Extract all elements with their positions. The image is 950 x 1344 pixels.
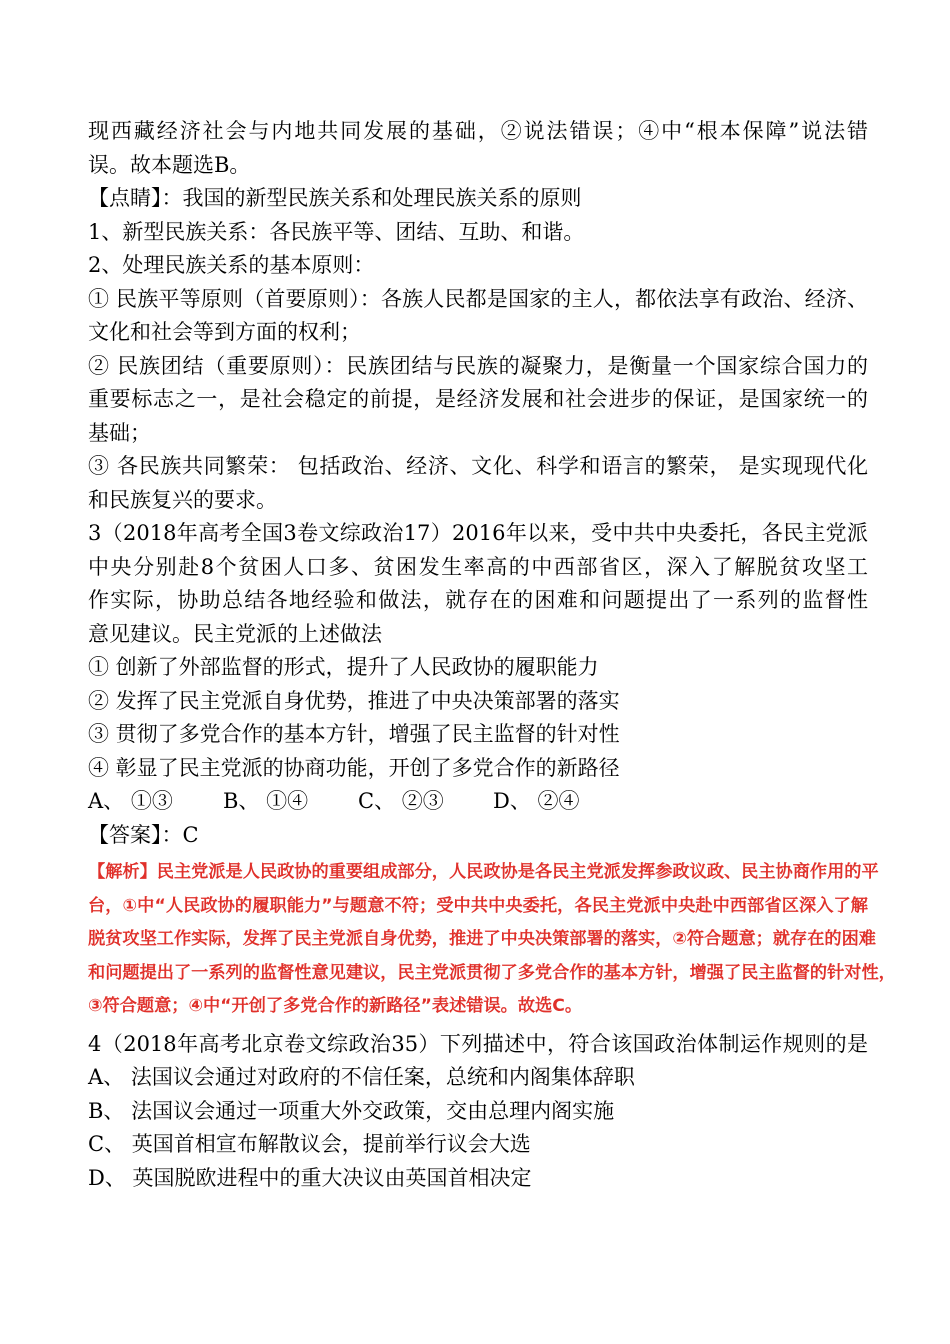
analysis-line: 脱贫攻坚工作实际，发挥了民主党派自身优势，推进了中央决策部署的落实，②符合题意；就存在的困难 <box>88 929 876 949</box>
question-4-option: B、 法国议会通过一项重大外交政策，交由总理内阁实施 <box>88 1098 615 1123</box>
text-line: ① 民族平等原则（首要原则）：各族人民都是国家的主人，都依法享有政治、经济、 <box>88 286 868 311</box>
document-body <box>88 115 896 1195</box>
text-line: 基础； <box>88 420 151 445</box>
analysis-line: 【解析】民主党派是人民政协的重要组成部分，人民政协是各民主党派发挥参政议政、民主协商作用的平 <box>88 862 879 882</box>
question-4-option: C、 英国首相宣布解散议会，提前举行议会大选 <box>88 1132 531 1156</box>
option-d: D、 ②④ <box>493 789 580 813</box>
statement-item: ① 创新了外部监督的形式，提升了人民政协的履职能力 <box>88 655 599 679</box>
text-line: 重要标志之一，是社会稳定的前提，是经济发展和社会进步的保证，是国家统一的 <box>88 387 868 411</box>
text-line: 误。故本题选B。 <box>88 152 251 177</box>
question-3-stem: 作实际，协助总结各地经验和做法，就存在的困难和问题提出了一系列的监督性 <box>88 588 868 612</box>
text-line: ② 民族团结（重要原则）：民族团结与民族的凝聚力，是衡量一个国家综合国力的 <box>88 353 868 378</box>
question-4-option: D、 英国脱欧进程中的重大决议由英国首相决定 <box>88 1165 532 1190</box>
question-3-stem: 3（2018年高考全国3卷文综政治17）2016年以来，受中共中央委托，各民主党派 <box>88 521 868 545</box>
question-3-stem: 中央分别赴8个贫困人口多、贫困发生率高的中西部省区，深入了解脱贫攻坚工 <box>88 554 868 579</box>
analysis-block <box>88 856 896 1024</box>
text-line: 和民族复兴的要求。 <box>88 487 277 512</box>
text-line: 现西藏经济社会与内地共同发展的基础，②说法错误；④中“根本保障”说法错 <box>88 119 868 143</box>
statement-item: ② 发挥了民主党派自身优势，推进了中央决策部署的落实 <box>88 688 620 713</box>
text-line: 2、处理民族关系的基本原则： <box>88 253 375 277</box>
text-line: 1、新型民族关系：各民族平等、团结、互助、和谐。 <box>88 219 585 244</box>
answer-line: 【答案】：C <box>88 822 199 847</box>
option-a: A、 ①③ <box>88 789 173 813</box>
statement-item: ③ 贯彻了多党合作的基本方针，增强了民主监督的针对性 <box>88 722 620 746</box>
analysis-line: 台，①中“人民政协的履职能力”与题意不符；受中共中央委托，各民主党派中央赴中西部省区深入了解 <box>88 895 868 916</box>
question-4-stem: 4（2018年高考北京卷文综政治35）下列描述中，符合该国政治体制运作规则的是 <box>88 1031 868 1056</box>
question-3-stem: 意见建议。民主党派的上述做法 <box>88 621 382 646</box>
analysis-line: ③符合题意；④中“开创了多党合作的新路径”表述错误。故选C。 <box>88 996 583 1016</box>
text-line: 文化和社会等到方面的权利； <box>88 320 361 344</box>
question-4-option: A、 法国议会通过对政府的不信任案，总统和内阁集体辞职 <box>88 1065 635 1089</box>
option-b: B、 ①④ <box>223 789 309 813</box>
analysis-line: 和问题提出了一系列的监督性意见建议，民主党派贯彻了多党合作的基本方针，增强了民主监督的针对性， <box>88 962 896 983</box>
text-line: ③ 各民族共同繁荣： 包括政治、经济、文化、科学和语言的繁荣， 是实现现代化 <box>88 454 868 478</box>
option-c: C、 ②③ <box>358 789 444 813</box>
question-3-options <box>88 785 868 819</box>
highlight-heading: 【点睛】：我国的新型民族关系和处理民族关系的原则 <box>88 186 582 210</box>
statement-item: ④ 彰显了民主党派的协商功能，开创了多党合作的新路径 <box>88 755 620 780</box>
